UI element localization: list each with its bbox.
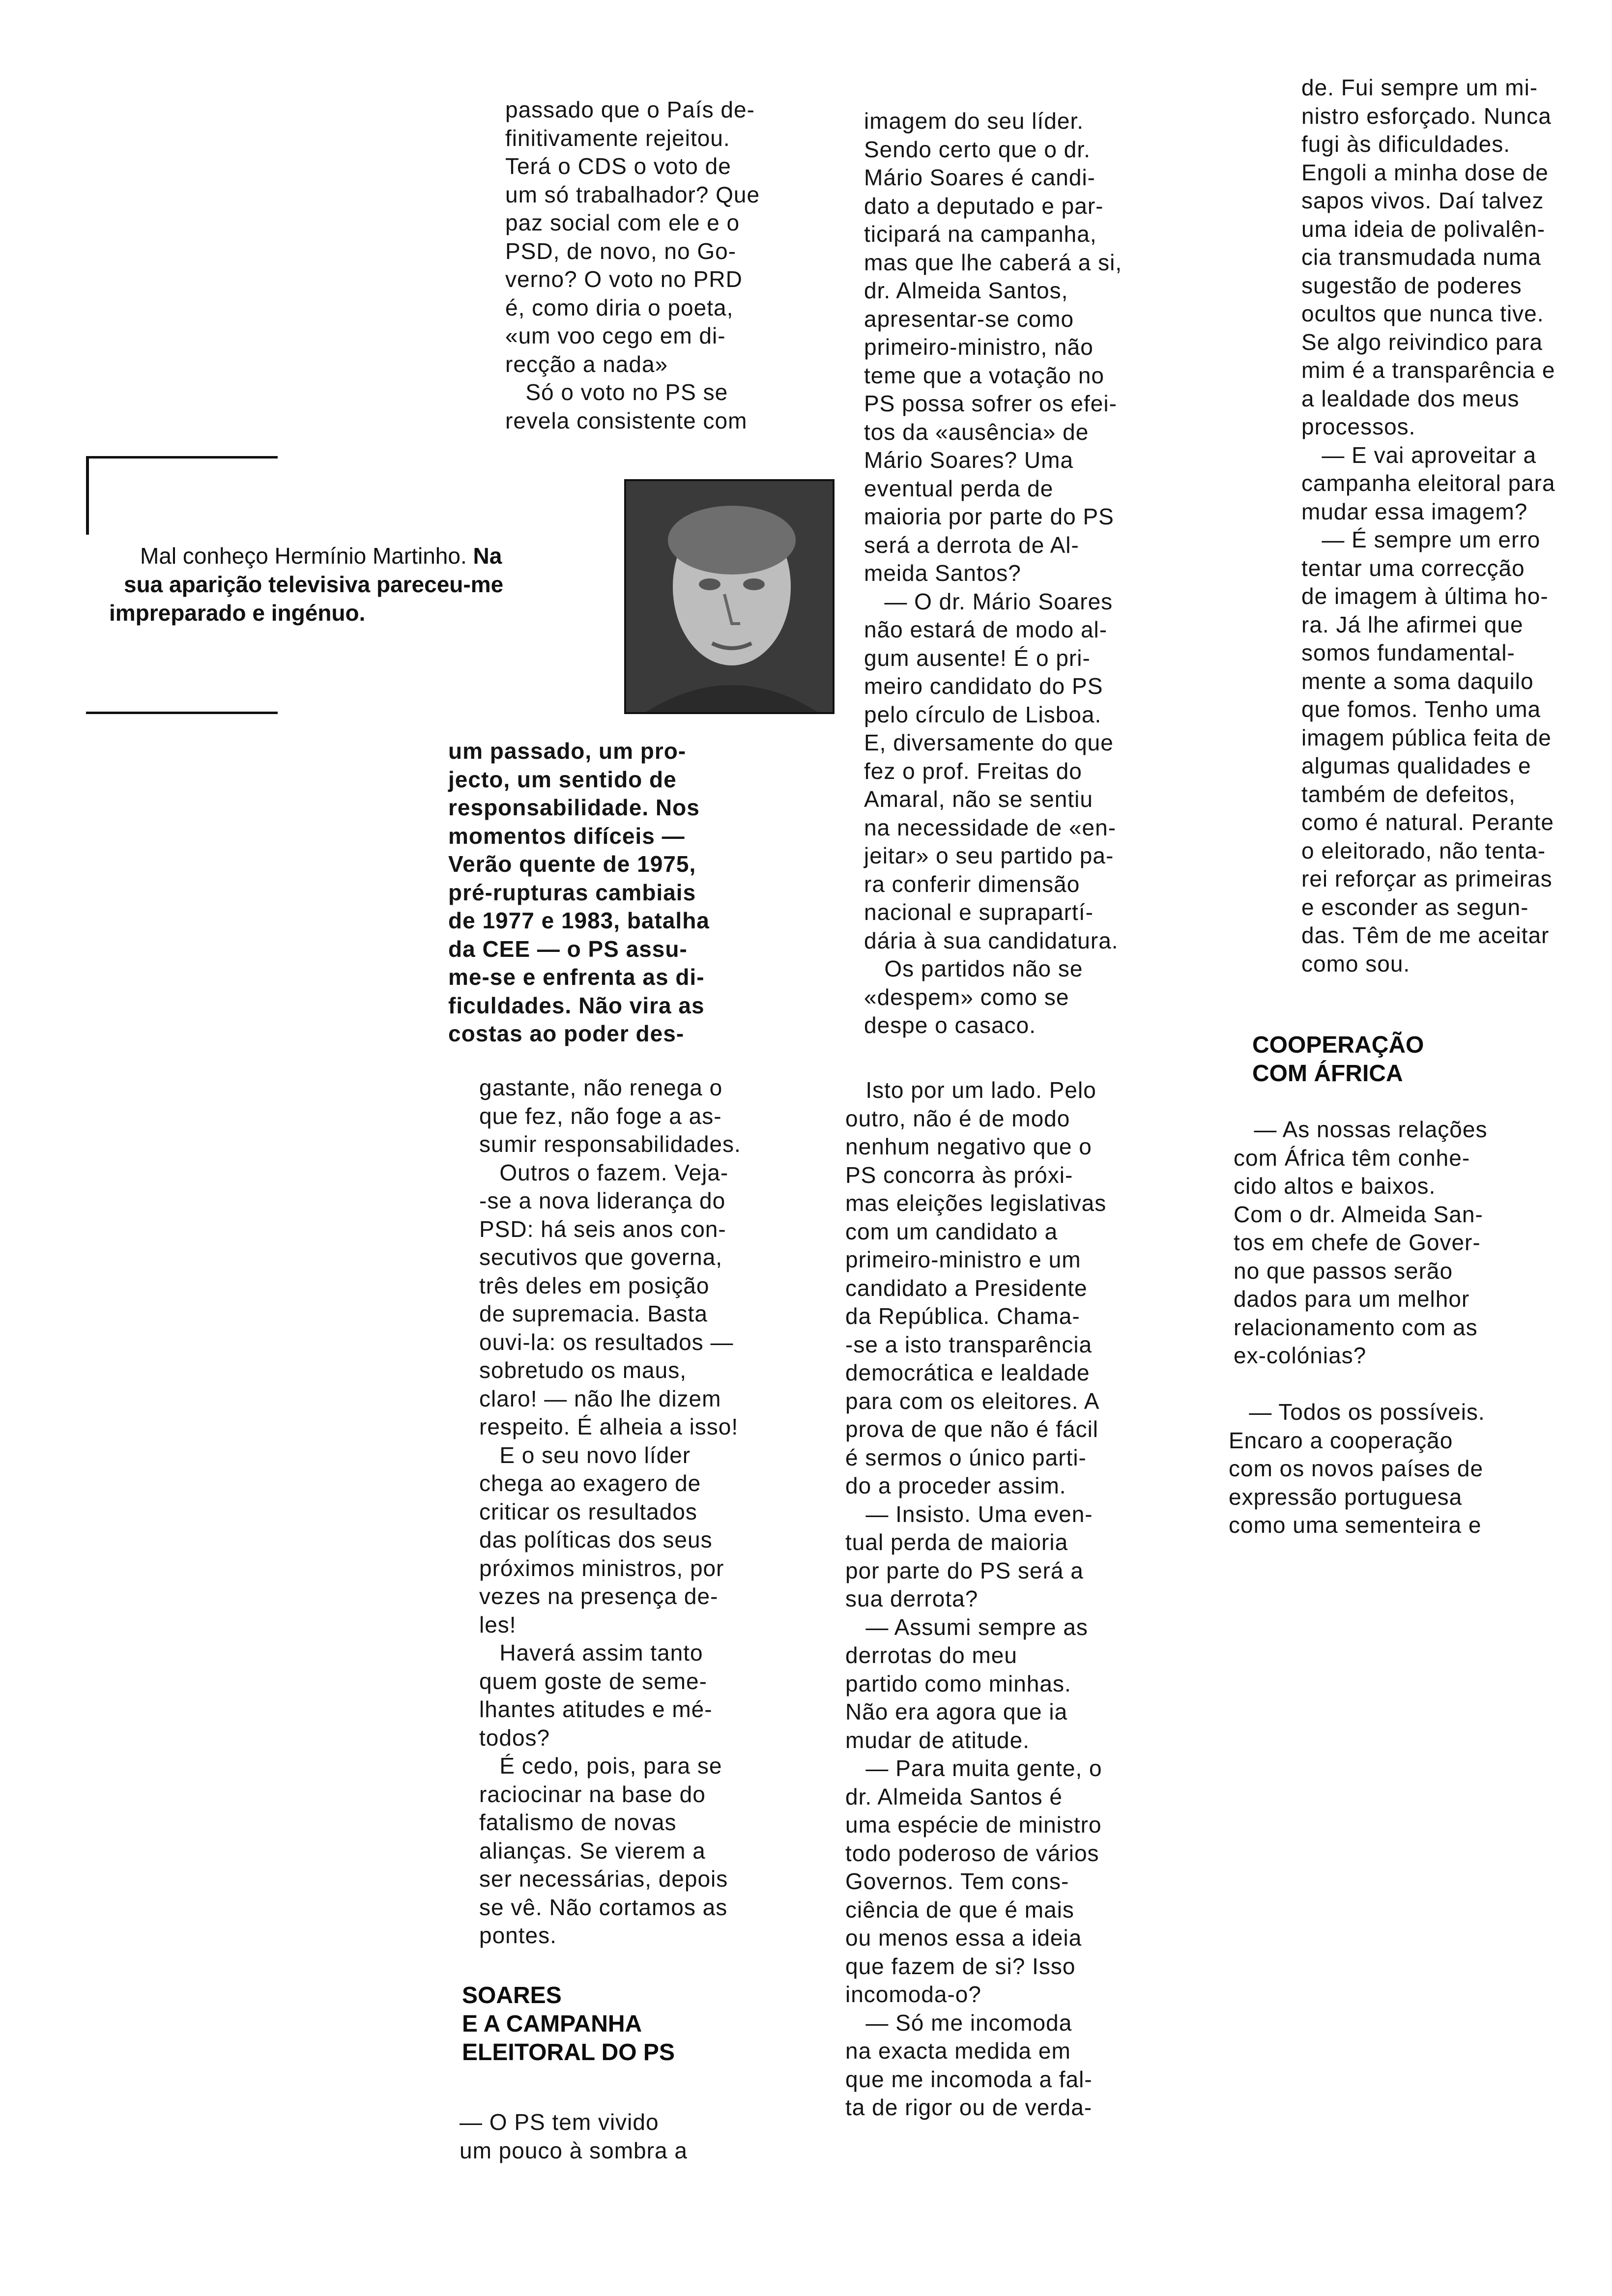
column-1-bottom: gastante, não renega o que fez, não foge a as- sumir responsabilidades. Outros o fazem. Veja- -se a nova liderança do PSD: há seis anos con- secutivos que governa, três deles em posição de supremacia. Basta ouvi-la: os resultados — sobretudo os maus, claro! — não lhe dizem respeito. É alheia a isso! E o seu novo líder chega ao exagero de criticar os resultados das políticas dos seus próximos ministros, por vezes na presença de- les! Haverá assim tanto quem goste de seme- lhantes atitudes e mé- todos? É cedo, pois, para se raciocinar na base do fatalismo de novas alianças. Se vierem a ser necessárias, depois se vê. Não cortamos as pontes. — [479, 1075, 741, 1948]
pullquote-top-rule — [86, 456, 278, 459]
column-1-end: — O PS tem vivido um pouco à sombra a — [460, 2109, 688, 2163]
portrait-photo-icon — [626, 481, 833, 712]
pullquote-bottom-rule — [86, 712, 278, 714]
pullquote-line-1 — [140, 542, 502, 570]
column-3-bottom: — Todos os possíveis. Encaro a cooperação com os novos países de expressão portuguesa como uma sementeira e — [1229, 1399, 1485, 1538]
pullquote-line-2: sua aparição televisiva pareceu-me — [124, 572, 504, 597]
column-3-middle: — As nossas relações com África têm conhe- cido altos e baixos. Com o dr. Almeida San- tos em chefe de Gover- no que passos serão dados para um melhor relacionamento com as ex-colónias? — [1234, 1117, 1488, 1368]
column-2-bottom: Isto por um lado. Pelo outro, não é de modo nenhum negativo que o PS concorra às próxi- mas eleições legislativas com um candidato a primeiro-ministro e um candidato a Presidente da República. Chama- -se a isto transparência democrática e lealdade para com os eleitores. A prova de que não é fácil é sermos o único parti- do a proceder assim. — Insisto. Uma even- tual perda de maioria por parte do PS será a sua derrota? — Assumi sempre as derrotas do meu partido como minhas. Não era agora que ia mudar de atitude. — Para muita gente, o dr. Almeida Santos é uma espécie de ministro todo poderoso de vários Governos. Tem cons- ciência de que é mais ou menos essa a ideia que fazem de si? Isso incomoda-o? — Só me incomoda na exacta medida em que me incomoda a fal- ta de rigor ou de verda- — [845, 1077, 1107, 2120]
heading-soares-campanha: SOARES E A CAMPANHA ELEITORAL DO PS — [462, 1982, 675, 2066]
pullquote-line-1-bold: Na — [473, 543, 502, 569]
pullquote-line-1-plain: Mal conheço Hermínio Martinho. — [140, 543, 473, 569]
pullquote-left-rule — [86, 456, 89, 535]
column-2-top: imagem do seu líder. Sendo certo que o dr. Mário Soares é candi- dato a deputado e par- ticipará na campanha, mas que lhe caberá a si, dr. Almeida Santos, apresentar-se como primeiro-ministro, não teme que a votação no PS possa sofrer os efei- tos da «ausência» de Mário Soares? Uma eventual perda de maioria por parte do PS será a derrota de Al- meida Santos? — O dr. Mário Soares não estará de modo al- gum ausente! É o pri- meiro candidato do PS pelo círculo de Lisboa. E, diversamente do que fez o prof. Freitas do Amaral, não se sentiu na necessidade de «en- jeitar» o seu partido pa- ra conferir dimensão nacional e suprapartí- dária à sua candidatura. Os partidos não se «despem» como se despe o casaco. — [864, 108, 1123, 1038]
pullquote-line-3: impreparado e ingénuo. — [109, 600, 366, 626]
column-3-top: de. Fui sempre um mi- nistro esforçado. Nunca fugi às dificuldades. Engoli a minha dose de sapos vivos. Daí talvez uma ideia de polivalên- cia transmudada numa sugestão de poderes ocultos que nunca tive. Se algo reivindico para mim é a transparência e a lealdade dos meus processos. — E vai aproveitar a campanha eleitoral para mudar essa imagem? — É sempre um erro tentar uma correcção de imagem à última ho- ra. Já lhe afirmei que somos fundamental- mente a soma daquilo que fomos. Tenho uma imagem pública feita de algumas qualidades e também de defeitos, como é natural. Perante o eleitorado, não tenta- rei reforçar as primeiras e esconder as segun- das. Têm de me aceitar como sou. — [1301, 75, 1555, 976]
column-1-middle: um passado, um pro- jecto, um sentido de responsabilidade. Nos momentos difíceis — Verão quente de 1975, pré-rupturas cambiais de 1977 e 1983, batalha da CEE — o PS assu- me-se e enfrenta as di- ficuldades. Não vira as costas ao poder des- — [448, 738, 710, 1046]
heading-cooperacao-africa: COOPERAÇÃO COM ÁFRICA — [1252, 1032, 1424, 1087]
portrait-photo — [624, 479, 835, 714]
column-1-top: passado que o País de- finitivamente rejeitou. Terá o CDS o voto de um só trabalhador? Que paz social com ele e o PSD, de novo, no Go- verno? O voto no PRD é, como diria o poeta, «um voo cego em di- recção a nada» Só o voto no PS se revela consistente com — [505, 97, 760, 433]
